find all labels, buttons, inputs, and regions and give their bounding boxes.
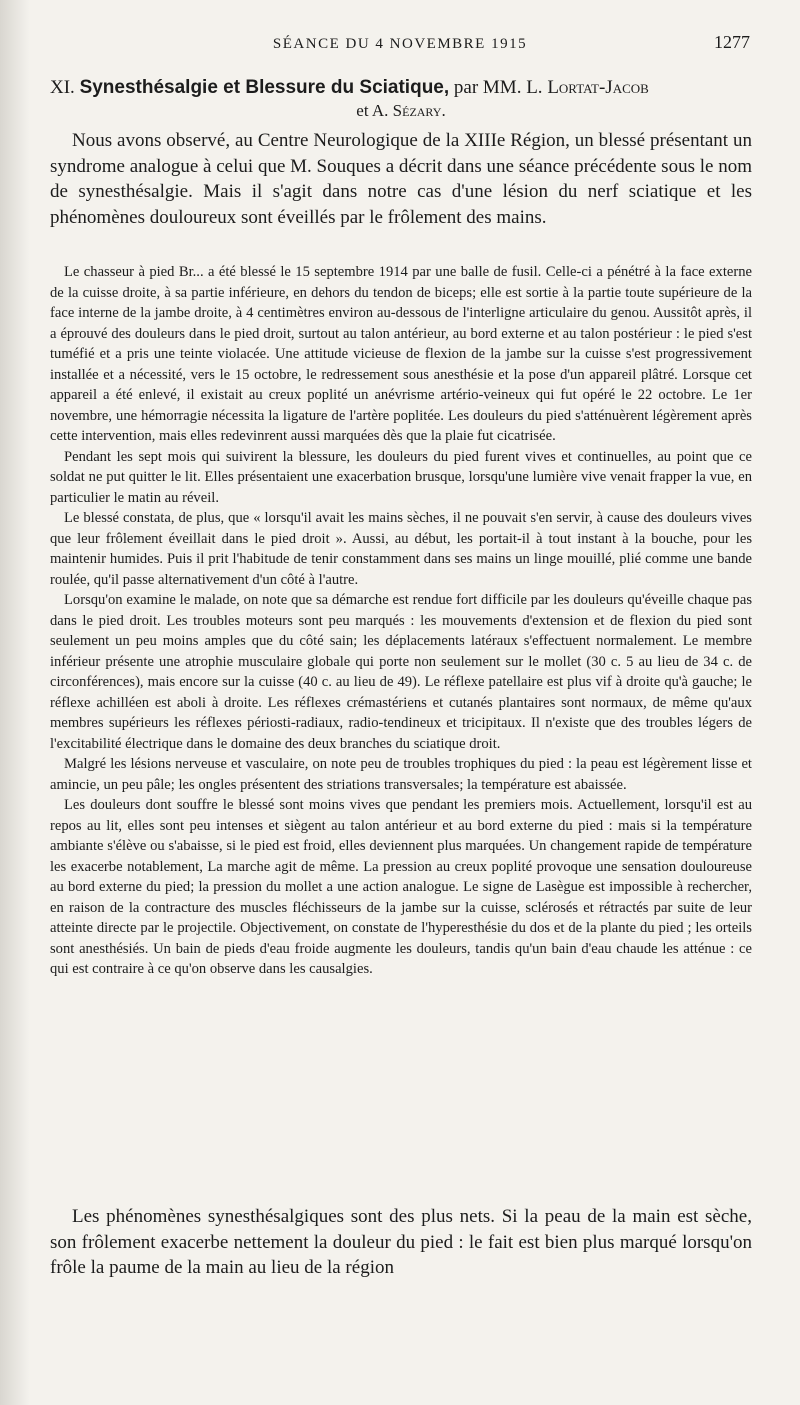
author-sezary: Sézary. — [392, 101, 446, 120]
closing-paragraph: Les phénomènes synesthésalgiques sont des plus nets. Si la peau de la main est sèche, son frôlement exacerbe nettement la douleur du pied : le fait est bien plus marqué lorsqu'on frôle la paume de la main au lieu de la région — [50, 1206, 752, 1278]
article-number: XI. — [50, 77, 75, 98]
closing-section — [50, 1204, 752, 1281]
running-head — [50, 30, 750, 58]
case-paragraph: Malgré les lésions nerveuse et vasculaire, on note peu de troubles trophiques du pied : la peau est légèrement lisse et amincie, un peu pâle; les ongles présentent des striations transversales; la température est abaissée. — [50, 756, 752, 793]
article-title: Synesthésalgie et Blessure du Sciatique, — [79, 77, 450, 98]
case-paragraph: Les douleurs dont souffre le blessé sont moins vives que pendant les premiers mois. Actuellement, lorsqu'il est au repos au lit, elles sont peu intenses et siègent au talon antérieur et au bord externe du pied : mais si la température ambiante s'élève ou s'abaisse, si le pied est froid, elles deviennent plus marquées. Un changement rapide de température les exacerbe notablement, La marche agit de même. La pression au creux poplité provoque une sensation douloureuse au bord externe du pied; la pression du mollet a une action analogue. Le signe de Lasègue est impossible à rechercher, en raison de la contracture des muscles fléchisseurs de la jambe sur la cuisse, sclérosés et rétractés par suite de leur atteinte directe par le projectile. Objectivement, on constate de l'hyperesthésie du dos et de la plante du pied ; les orteils sont anesthésiés. Un bain de pieds d'eau froide augmente les douleurs, tandis qu'un bain d'eau chaude les atténue : ce qui est contraire à ce qu'on observe dans les causalgies. — [50, 797, 752, 977]
author-lortat-jacob: Lortat-Jacob — [547, 77, 649, 98]
article-authors-line — [50, 100, 752, 122]
case-paragraph: Pendant les sept mois qui suivirent la blessure, les douleurs du pied furent vives et continuelles, au point que ce soldat ne put quitter le lit. Elles présentaient une exacerbation brusque, lorsqu'une lumière vive venait frapper la vue, en particulier le matin au réveil. — [50, 448, 752, 506]
lead-section — [50, 128, 752, 230]
article-title-line — [50, 76, 752, 100]
article-byline-and: et A. — [356, 101, 389, 120]
case-report — [50, 262, 752, 980]
lead-paragraph: Nous avons observé, au Centre Neurologique de la XIIIe Région, un blessé présentant un syndrome analogue à celui que M. Souques a décrit dans une séance précédente sous le nom de synesthésalgie. Mais il s'agit dans notre cas d'une lésion du nerf sciatique et les phénomènes douloureux sont éveillés par le frôlement des mains. — [50, 130, 752, 228]
article-byline-prefix: par MM. L. — [453, 77, 543, 98]
page-number: 1277 — [714, 32, 750, 52]
page-gutter-shadow — [0, 0, 30, 1405]
running-title: SÉANCE DU 4 NOVEMBRE 1915 — [272, 36, 528, 52]
article-title-block — [50, 76, 752, 122]
case-paragraph: Lorsqu'on examine le malade, on note que sa démarche est rendue fort difficile par les douleurs qu'éveille chaque pas dans le pied droit. Les troubles moteurs sont peu marqués : les mouvements d'extension et de flexion du pied sont seulement un peu moins amples que du côté sain; les déplacements latéraux s'effectuent normalement. Le membre inférieur présente une atrophie musculaire globale qui porte non seulement sur le mollet (30 c. 5 au lieu de 34 c. de circonférences), mais encore sur la cuisse (40 c. au lieu de 49). Le réflexe patellaire est plus vif à droite qu'à gauche; le réflexe achilléen est aboli à droite. Les réflexes crémastériens et cutanés plantaires sont normaux, de même qu'aux membres supérieurs les réflexes périosti-radiaux, radio-tendineux et tricipitaux. Il n'existe que des troubles légers de l'excitabilité électrique dans le domaine des deux branches du sciatique droit. — [50, 592, 752, 752]
case-paragraph: Le chasseur à pied Br... a été blessé le 15 septembre 1914 par une balle de fusil. Celle-ci a pénétré à la face externe de la cuisse droite, à sa partie inférieure, en dehors du tendon de biceps; elle est sortie à la partie toute supérieure de la face interne de la jambe droite, à 4 centimètres environ au-dessous de l'interligne articulaire du genou. Aussitôt après, il a éprouvé des douleurs dans le pied droit, surtout au talon antérieur, au bord externe et au talon postérieur : le pied s'est tuméfié et a pris une teinte violacée. Une attitude vicieuse de flexion de la jambe sur la cuisse s'est progressivement installée et a nécessité, vers le 15 octobre, le redressement sous anesthésie et la pose d'un appareil plâtré. Lorsque cet appareil a été enlevé, il existait au creux poplité un anévrisme artério-veineux qui fut opéré le 22 octobre. Le 1er novembre, une hémorragie nécessita la ligature de l'artère poplitée. Les douleurs du pied s'atténuèrent légèrement après cette intervention, mais elles redevinrent aussi marquées dès que la plaie fut cicatrisée. — [50, 264, 752, 444]
case-paragraph: Le blessé constata, de plus, que « lorsqu'il avait les mains sèches, il ne pouvait s'en servir, à cause des douleurs vives que leur frôlement éveillait dans le pied droit ». Aussi, au début, les portait-il à tout instant à la bouche, pour les maintenir humides. Puis il prit l'habitude de tenir constamment dans ses mains un linge mouillé, plié comme une bande roulée, qu'il passe alternativement d'un côté à l'autre. — [50, 510, 752, 588]
